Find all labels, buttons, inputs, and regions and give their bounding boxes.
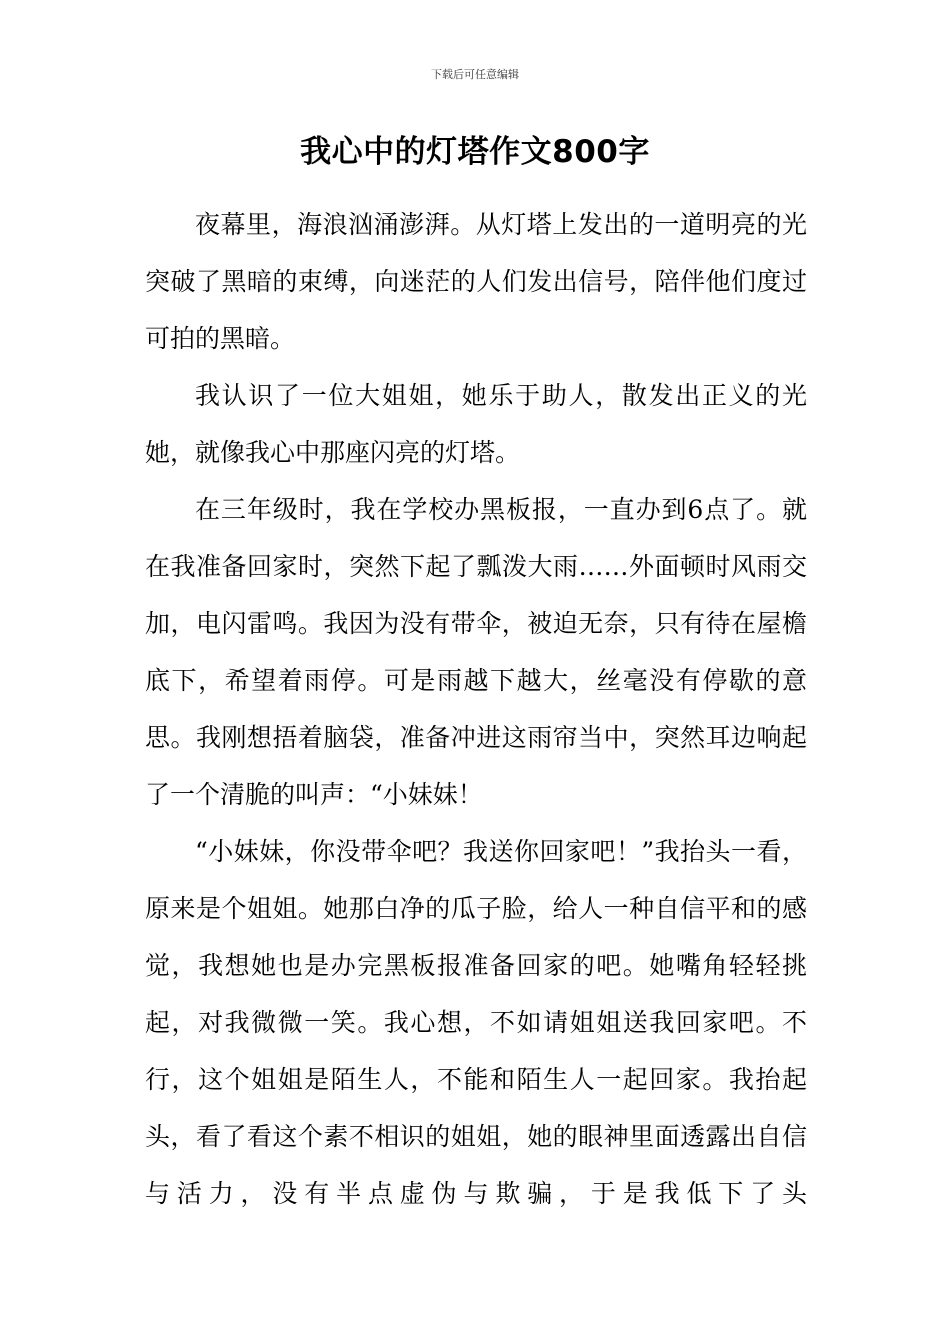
paragraph-4: “小妹妹，你没带伞吧？我送你回家吧！”我抬头一看，原来是个姐姐。她那白净的瓜子脸，给人一种自信平和的感觉，我想她也是办完黑板报准备回家的吧。她嘴角轻轻挑起，对我微微一笑。我心想，不如请姐姐送我回家吧。不行，这个姐姐是陌生人，不能和陌生人一起回家。我抬起头，看了看这个素不相识的姐姐，她的眼神里面透露出自信与活力，没有半点虚伪与欺骗，于是我低下了头 bbox=[145, 837, 807, 1208]
document-title: 我心中的灯塔作文800字 bbox=[300, 134, 650, 170]
essay-body bbox=[145, 196, 807, 1222]
paragraph-1: 夜幕里，海浪汹涌澎湃。从灯塔上发出的一道明亮的光突破了黑暗的束缚，向迷茫的人们发出信号，陪伴他们度过可拍的黑暗。 bbox=[145, 210, 807, 353]
header-note: 下载后可任意编辑 bbox=[431, 68, 519, 81]
paragraph-3: 在三年级时，我在学校办黑板报，一直办到6点了。就在我准备回家时，突然下起了瓢泼大雨……外面顿时风雨交加，电闪雷鸣。我因为没有带伞，被迫无奈，只有待在屋檐底下，希望着雨停。可是雨越下越大，丝毫没有停歇的意思。我刚想捂着脑袋，准备冲进这雨帘当中，突然耳边响起了一个清脆的叫声：“小妹妹！ bbox=[145, 495, 807, 809]
paragraph-2: 我认识了一位大姐姐，她乐于助人，散发出正义的光她，就像我心中那座闪亮的灯塔。 bbox=[145, 381, 807, 467]
